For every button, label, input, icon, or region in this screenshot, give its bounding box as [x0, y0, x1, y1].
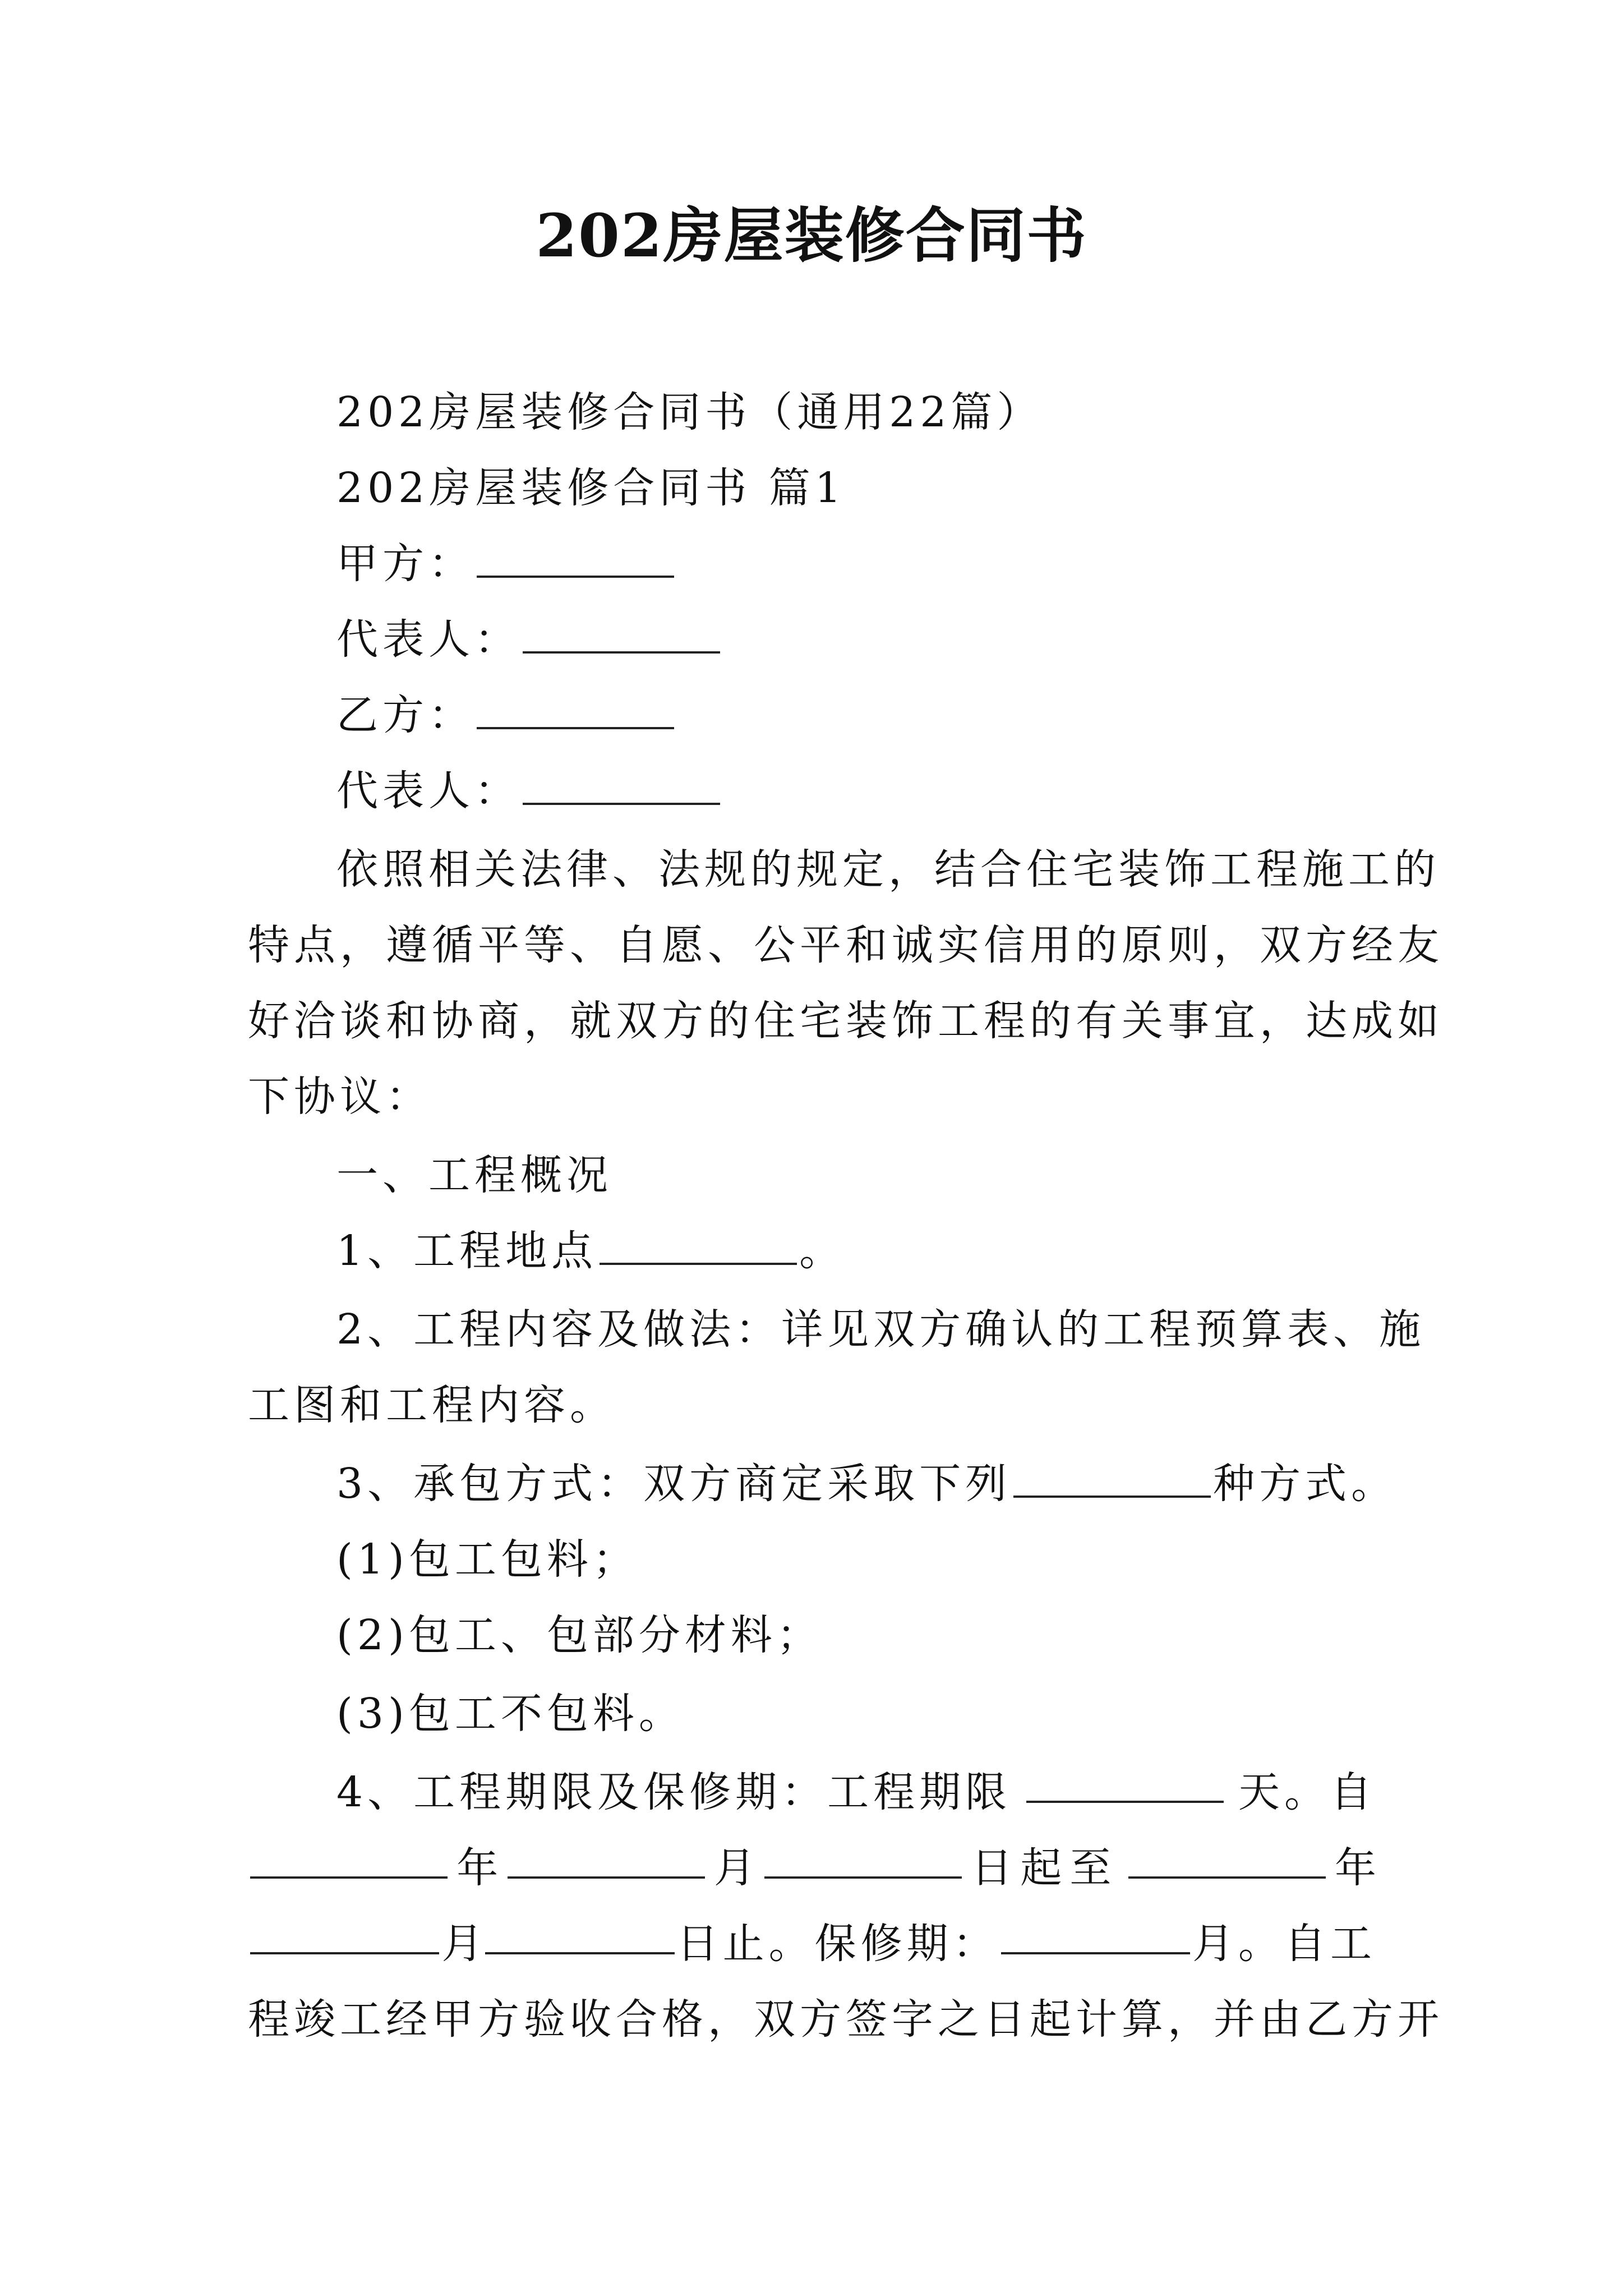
- item-4-line-1: [336, 1761, 1376, 1823]
- start-year-blank: [250, 1837, 448, 1879]
- option-1: (1)包工包料；: [336, 1535, 639, 1584]
- month-label: 月: [713, 1844, 755, 1892]
- rep-b-row: [336, 760, 722, 822]
- item-2-line-1: 2、工程内容及做法：详见双方确认的工程预算表、施: [336, 1305, 1426, 1354]
- end-month-blank: [250, 1913, 439, 1954]
- rep-b-label: 代表人：: [336, 767, 520, 815]
- item-1-row: [336, 1220, 845, 1282]
- rep-a-blank: [523, 612, 720, 654]
- item-3-suffix: 种方式。: [1213, 1460, 1398, 1508]
- option-2: (2)包工、包部分材料；: [336, 1611, 823, 1659]
- item-1-suffix: 。: [799, 1227, 846, 1275]
- document-subtitle: 202房屋装修合同书（通用22篇）: [336, 388, 1043, 436]
- start-month-blank: [508, 1837, 705, 1879]
- month-end-label: 月: [441, 1920, 483, 1968]
- option-3: (3)包工不包料。: [336, 1690, 685, 1738]
- item-4-text: 4、工程期限及保修期：工程期限: [336, 1768, 1012, 1816]
- section-heading: 一、工程概况: [336, 1151, 612, 1199]
- document-title: 202房屋装修合同书: [536, 200, 1087, 270]
- item-2-line-2: 工图和工程内容。: [248, 1381, 616, 1429]
- rep-a-row: [336, 609, 722, 670]
- day-end-label: 日止。保修期：: [676, 1920, 999, 1968]
- rep-a-label: 代表人：: [336, 615, 520, 664]
- item-4-days-suffix: 天。自: [1238, 1768, 1376, 1816]
- party-b-row: [336, 684, 676, 746]
- rep-b-blank: [523, 763, 720, 805]
- day-start-label: 日起至: [971, 1844, 1119, 1892]
- intro-line-4: 下协议：: [248, 1073, 432, 1121]
- start-day-blank: [764, 1837, 962, 1879]
- end-year-blank: [1128, 1837, 1326, 1879]
- intro-line-1: 依照相关法律、法规的规定，结合住宅装饰工程施工的: [336, 845, 1440, 894]
- item-3-row: [336, 1453, 1397, 1515]
- party-a-blank: [477, 536, 674, 578]
- chapter-heading: 202房屋装修合同书 篇1: [336, 464, 846, 512]
- end-day-blank: [485, 1913, 674, 1954]
- item-4-line-4: 程竣工经甲方验收合格，双方签字之日起计算，并由乙方开: [248, 1995, 1444, 2044]
- intro-line-3: 好洽谈和协商，就双方的住宅装饰工程的有关事宜，达成如: [248, 997, 1444, 1045]
- party-b-label: 乙方：: [336, 691, 474, 739]
- party-a-row: [336, 533, 676, 595]
- warranty-tail: 月。自工: [1192, 1920, 1376, 1968]
- item-3-blank: [1013, 1456, 1211, 1498]
- item-4-days-blank: [1026, 1761, 1224, 1803]
- party-a-label: 甲方：: [336, 540, 474, 588]
- item-1-text: 1、工程地点: [336, 1227, 598, 1275]
- item-3-text: 3、承包方式：双方商定采取下列: [336, 1460, 1012, 1508]
- party-b-blank: [477, 688, 674, 729]
- item-4-line-3: [248, 1913, 1376, 1975]
- year-label: 年: [457, 1844, 499, 1892]
- item-1-blank: [600, 1223, 797, 1265]
- intro-line-2: 特点，遵循平等、自愿、公平和诚实信用的原则，双方经友: [248, 921, 1444, 969]
- warranty-blank: [1001, 1913, 1190, 1954]
- year-end-label: 年: [1334, 1844, 1376, 1892]
- item-4-line-2: [248, 1837, 1376, 1899]
